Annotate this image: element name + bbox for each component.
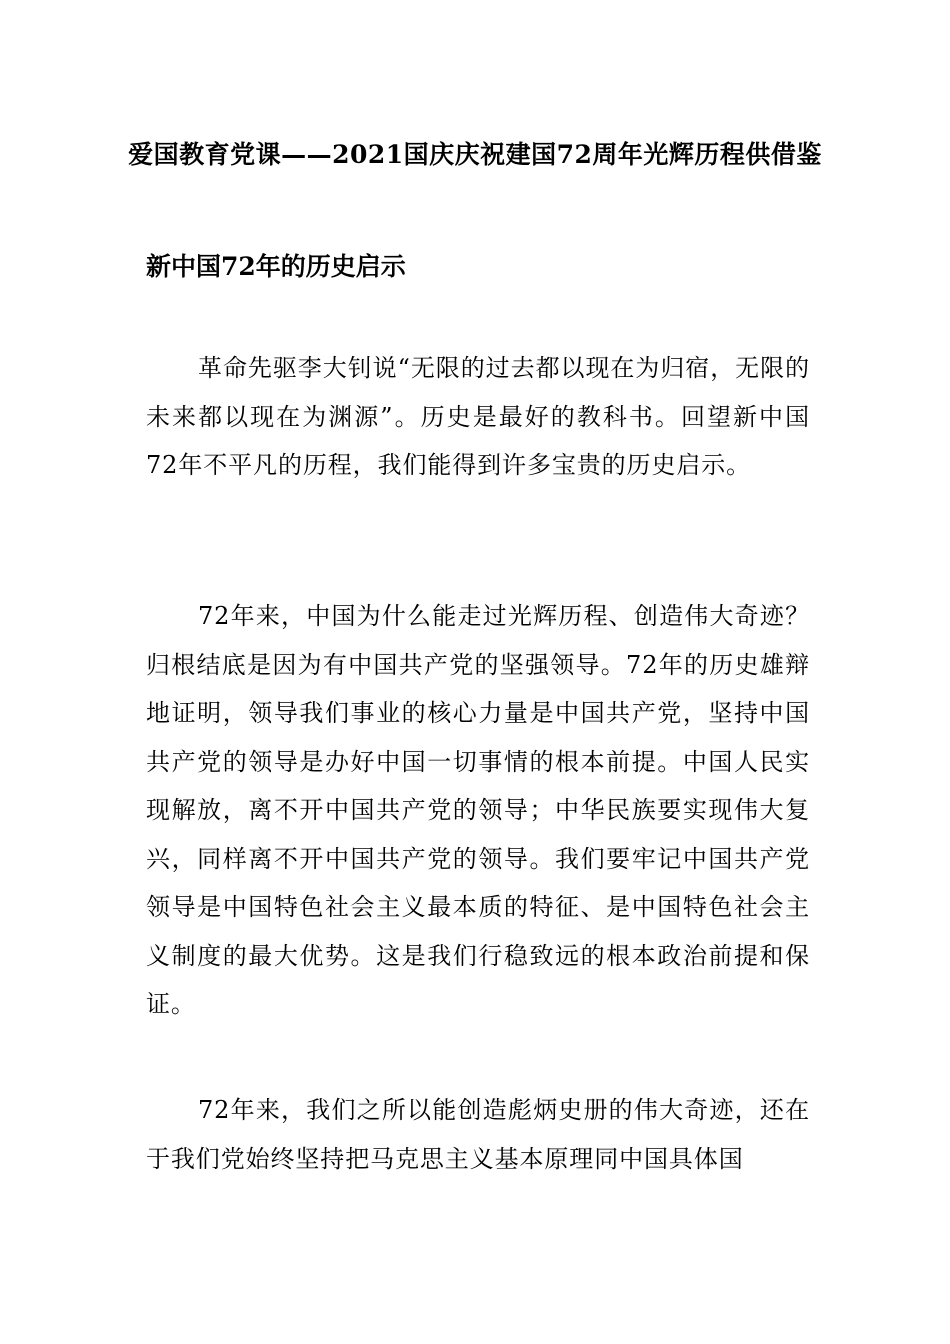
- paragraph: 革命先驱李大钊说“无限的过去都以现在为归宿，无限的未来都以现在为渊源”。历史是最好的教科书。回望新中国72年不平凡的历程，我们能得到许多宝贵的历史启示。: [146, 354, 810, 479]
- paragraph: 72年来，我们之所以能创造彪炳史册的伟大奇迹，还在于我们党始终坚持把马克思主义基本原理同中国具体国: [146, 1096, 810, 1173]
- document-title: 爱国教育党课——2021国庆庆祝建国72周年光辉历程供借鉴: [128, 140, 822, 169]
- paragraph: 72年来，中国为什么能走过光辉历程、创造伟大奇迹？归根结底是因为有中国共产党的坚强领导。72年的历史雄辩地证明，领导我们事业的核心力量是中国共产党，坚持中国共产党的领导是办好中国一切事情的根本前提。中国人民实现解放，离不开中国共产党的领导；中华民族要实现伟大复兴，同样离不开中国共产党的领导。我们要牢记中国共产党领导是中国特色社会主义最本质的特征、是中国特色社会主义制度的最大优势。这是我们行稳致远的根本政治前提和保证。: [146, 602, 810, 1018]
- section-heading: 新中国72年的历史启示: [146, 252, 406, 281]
